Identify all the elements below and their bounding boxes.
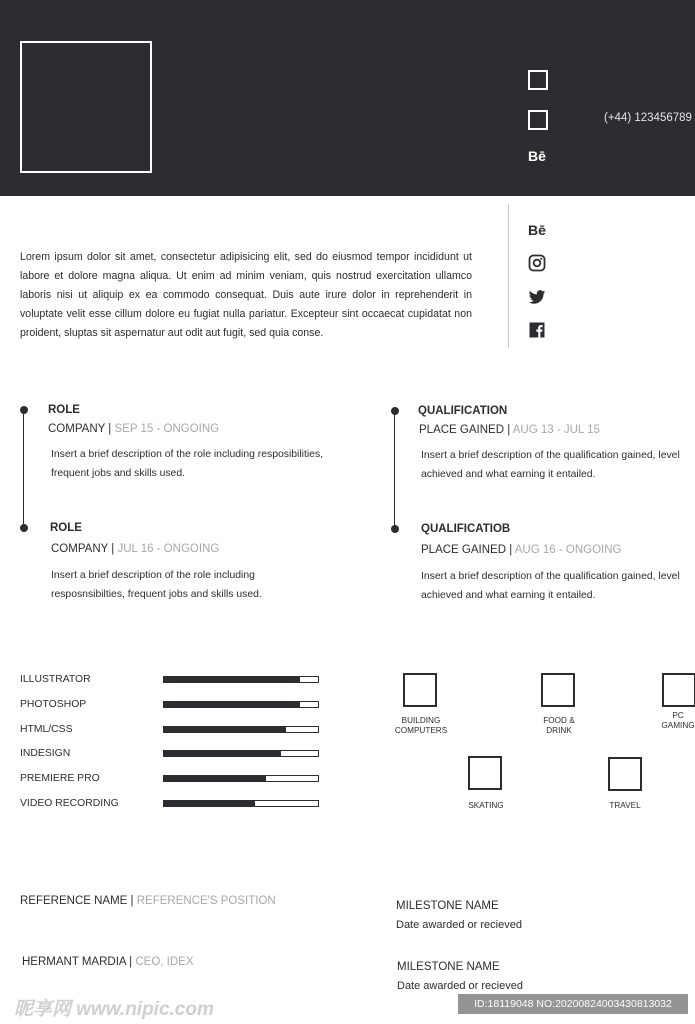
- phone-number: (+44) 123456789: [604, 112, 692, 124]
- milestone-date: Date awarded or recieved: [397, 980, 523, 992]
- education-description: Insert a brief description of the qualification gained, level achieved and what earning it entailed.: [421, 450, 680, 480]
- hobby-label: TRAVEL: [609, 801, 641, 810]
- timeline-dot: [20, 524, 28, 532]
- education-place: PLACE GAINED | AUG 13 - JUL 15: [419, 424, 600, 436]
- education-place: PLACE GAINED | AUG 16 - ONGOING: [421, 544, 622, 556]
- about-divider: [508, 204, 509, 348]
- skill-bar-fill: [164, 776, 266, 781]
- hobby-label: FOOD & DRINK: [543, 716, 575, 735]
- reference-position: REFERENCE'S POSITION: [136, 895, 276, 907]
- skill-label: VIDEO RECORDING: [20, 798, 119, 809]
- reference-entry: REFERENCE NAME | REFERENCE'S POSITION: [20, 895, 276, 907]
- experience-date: JUL 16 - ONGOING: [117, 543, 220, 555]
- hobby-label: SKATING: [468, 801, 504, 810]
- header-contact-icon-2: [528, 110, 548, 130]
- education-description: Insert a brief description of the qualification gained, level achieved and what earning it entailed.: [421, 571, 680, 601]
- experience-title: ROLE: [50, 522, 82, 534]
- experience-description: Insert a brief description of the role including resposnsibilties, frequent jobs and skills used.: [51, 570, 262, 600]
- watermark-id: ID:18119048 NO:20200824003430813032: [458, 994, 688, 1014]
- education-date: AUG 16 - ONGOING: [514, 544, 622, 556]
- education-title: QUALIFICATION: [418, 405, 508, 417]
- skill-bar-fill: [164, 727, 286, 732]
- milestone-name: MILESTONE NAME: [396, 900, 499, 912]
- skill-bar: [163, 726, 319, 733]
- skill-bar-fill: [164, 751, 281, 756]
- watermark-logo: 昵享网 www.nipic.com: [14, 999, 214, 1020]
- about-text: Lorem ipsum dolor sit amet, consectetur adipisicing elit, sed do eiusmod tempor incididunt ut labore et dolore magna aliqua. Ut enim ad minim veniam, quis nostrud exercitation ullamco laboris nisi ut aliquip ex ea commodo consequat. Duis aute irure dolor in reprehenderit in voluptate velit esse cillum dolore eu fugiat nulla pariatur. Excepteur sint occaecat cupidatat non proident, sluptas sit aspernatur aut odit aut fugit, sed quia conse.: [20, 251, 472, 339]
- hobby-icon-pc-gaming: [662, 673, 695, 707]
- experience-description: Insert a brief description of the role including resposibilities, frequent jobs and skills used.: [51, 449, 324, 479]
- skill-bar: [163, 750, 319, 757]
- timeline-line: [394, 411, 395, 529]
- skill-bar-fill: [164, 677, 300, 682]
- timeline-dot: [391, 525, 399, 533]
- timeline-dot: [20, 406, 28, 414]
- skill-bar: [163, 800, 319, 807]
- instagram-icon[interactable]: [528, 254, 548, 274]
- hobby-icon-food-drink: [541, 673, 575, 707]
- education-date: AUG 13 - JUL 15: [512, 424, 600, 436]
- header-behance-icon[interactable]: Bē: [528, 148, 546, 164]
- milestone-date: Date awarded or recieved: [396, 919, 522, 931]
- experience-company: COMPANY | SEP 15 - ONGOING: [48, 423, 220, 435]
- education-title: QUALIFICATIOB: [421, 523, 511, 535]
- profile-photo-placeholder[interactable]: [20, 41, 152, 173]
- skill-bar: [163, 676, 319, 683]
- milestone-name: MILESTONE NAME: [397, 961, 500, 973]
- timeline-dot: [391, 407, 399, 415]
- reference-entry: HERMANT MARDIA | CEO, IDEX: [22, 956, 194, 968]
- hobby-label: BUILDING COMPUTERS: [394, 716, 448, 735]
- skill-label: INDESIGN: [20, 748, 71, 759]
- skill-bar-fill: [164, 801, 255, 806]
- skill-label: ILLUSTRATOR: [20, 674, 91, 685]
- reference-position: CEO, IDEX: [135, 956, 194, 968]
- hobby-icon-skating: [468, 756, 502, 790]
- facebook-icon[interactable]: [528, 321, 548, 341]
- hobby-icon-travel: [608, 757, 642, 791]
- twitter-icon[interactable]: [528, 288, 548, 308]
- skill-bar: [163, 701, 319, 708]
- experience-date: SEP 15 - ONGOING: [114, 423, 220, 435]
- skill-bar: [163, 775, 319, 782]
- experience-title: ROLE: [48, 404, 80, 416]
- experience-company: COMPANY | JUL 16 - ONGOING: [51, 543, 220, 555]
- skill-label: PHOTOSHOP: [20, 699, 87, 710]
- skill-label: HTML/CSS: [20, 724, 73, 735]
- hobby-label: PC GAMING: [661, 711, 695, 730]
- header-contact-icon-1: [528, 70, 548, 90]
- behance-icon[interactable]: Bē: [528, 222, 546, 238]
- skill-label: PREMIERE PRO: [20, 773, 100, 784]
- skill-bar-fill: [164, 702, 300, 707]
- hobby-icon-building-computers: [403, 673, 437, 707]
- timeline-line: [23, 410, 24, 528]
